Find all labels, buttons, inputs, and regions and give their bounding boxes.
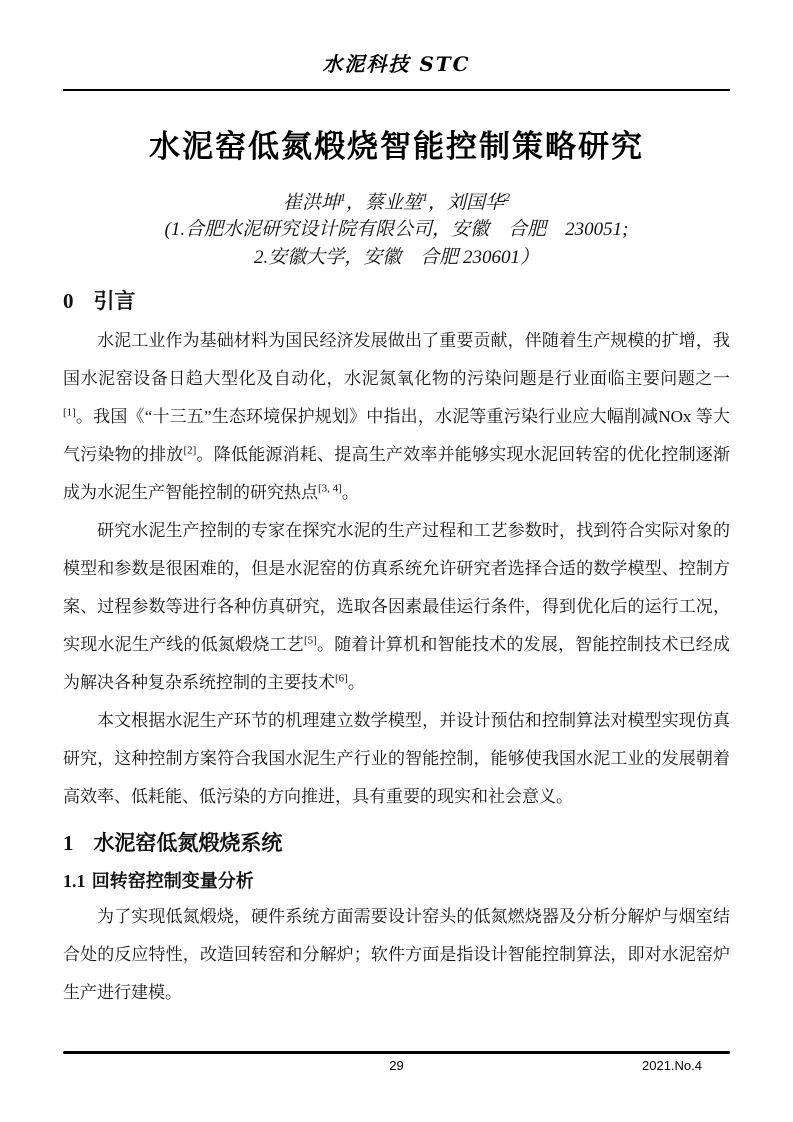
- author-affiliation-ref: 2: [504, 190, 511, 204]
- section-number: 1.1: [63, 871, 86, 892]
- section-title: 水泥窑低氮煅烧系统: [93, 831, 283, 856]
- paragraph-text: 本文根据水泥生产环节的机理建立数学模型，并设计预估和控制算法对模型实现仿真研究，这种控制方案符合我国水泥生产行业的智能控制，能够使我国水泥工业的发展朝着高效率、低耗能、低污染的方向推进，具有重要的现实和社会意义。: [63, 711, 730, 807]
- citation-ref: [1]: [63, 406, 76, 419]
- affiliation-line: 2.安徽大学，安徽 合肥 230601）: [253, 247, 539, 269]
- author-affiliation-ref: 1: [339, 190, 346, 204]
- citation-ref: [3, 4]: [318, 482, 342, 495]
- affiliation-line: (1.合肥水泥研究设计院有限公司，安徽 合肥 230051;: [164, 219, 629, 241]
- paragraph-text: 。: [341, 483, 359, 503]
- author-separator: ，: [428, 192, 448, 214]
- body-paragraph: [63, 322, 730, 512]
- citation-ref: [2]: [183, 444, 197, 457]
- section-heading: [63, 868, 730, 894]
- author-separator: ，: [345, 192, 365, 214]
- footer-row: [63, 1058, 730, 1076]
- author-name: 刘国华: [447, 192, 505, 214]
- body-paragraph: [63, 702, 730, 816]
- author-line: [63, 184, 730, 216]
- body-paragraph: [63, 898, 730, 1012]
- journal-title: 水泥科技 STC: [322, 52, 471, 76]
- section-title: 引言: [93, 289, 136, 314]
- paragraph-text: 。随着计算机和智能技术的发展，智能控制技术已经成为解决各种复杂系统控制的主要技术: [63, 635, 731, 693]
- footer-rule: [63, 1051, 730, 1054]
- paragraph-text: 。我国《“十三五”生态环境保护规划》中指出，水泥等重污染行业应大幅削减NOx 等大气污染物的排放: [63, 407, 730, 465]
- body-paragraph: [63, 512, 730, 702]
- affiliation-block: [63, 216, 730, 272]
- article-title: 水泥窑低氮煅烧智能控制策略研究: [149, 129, 644, 164]
- section-heading: [63, 828, 730, 858]
- citation-ref: [5]: [304, 634, 317, 647]
- paragraph-text: 水泥工业作为基础材料为国民经济发展做出了重要贡献，伴随着生产规模的扩增，我国水泥窑设备日趋大型化及自动化，水泥氮氧化物的污染问题是行业面临主要问题之一: [63, 331, 730, 389]
- section-number: 1: [63, 831, 74, 856]
- page-number: 29: [389, 1058, 404, 1073]
- citation-ref: [6]: [335, 672, 348, 685]
- running-head: [63, 0, 730, 91]
- section-title: 回转窑控制变量分析: [91, 871, 254, 892]
- author-affiliation-ref: 1: [422, 190, 428, 204]
- paragraph-text: 。降低能源消耗、提高生产效率并能够实现水泥回转窑的优化控制逐渐成为水泥生产智能控制的研究热点: [63, 445, 731, 503]
- page-footer: [63, 1051, 730, 1076]
- author-name: 蔡业堃: [364, 192, 422, 214]
- section-heading: [63, 286, 730, 316]
- issue-label: 2021.No.4: [642, 1058, 702, 1073]
- paragraph-text: 为了实现低氮煅烧，硬件系统方面需要设计窑头的低氮燃烧器及分析分解炉与烟室结合处的反应特性，改造回转窑和分解炉；软件方面是指设计智能控制算法，即对水泥窑炉生产进行建模。: [63, 907, 730, 1003]
- author-name: 崔洪坤: [282, 192, 340, 214]
- paragraph-text: 。: [347, 673, 365, 693]
- section-container: [63, 286, 730, 1012]
- section-number: 0: [63, 289, 74, 314]
- paragraph-text: 研究水泥生产控制的专家在探究水泥的生产过程和工艺参数时，找到符合实际对象的模型和参数是很困难的，但是水泥窑的仿真系统允许研究者选择合适的数学模型、控制方案、过程参数等进行各种仿真研究，选取各因素最佳运行条件，得到优化后的运行工况，实现水泥生产线的低氮煅烧工艺: [63, 521, 730, 655]
